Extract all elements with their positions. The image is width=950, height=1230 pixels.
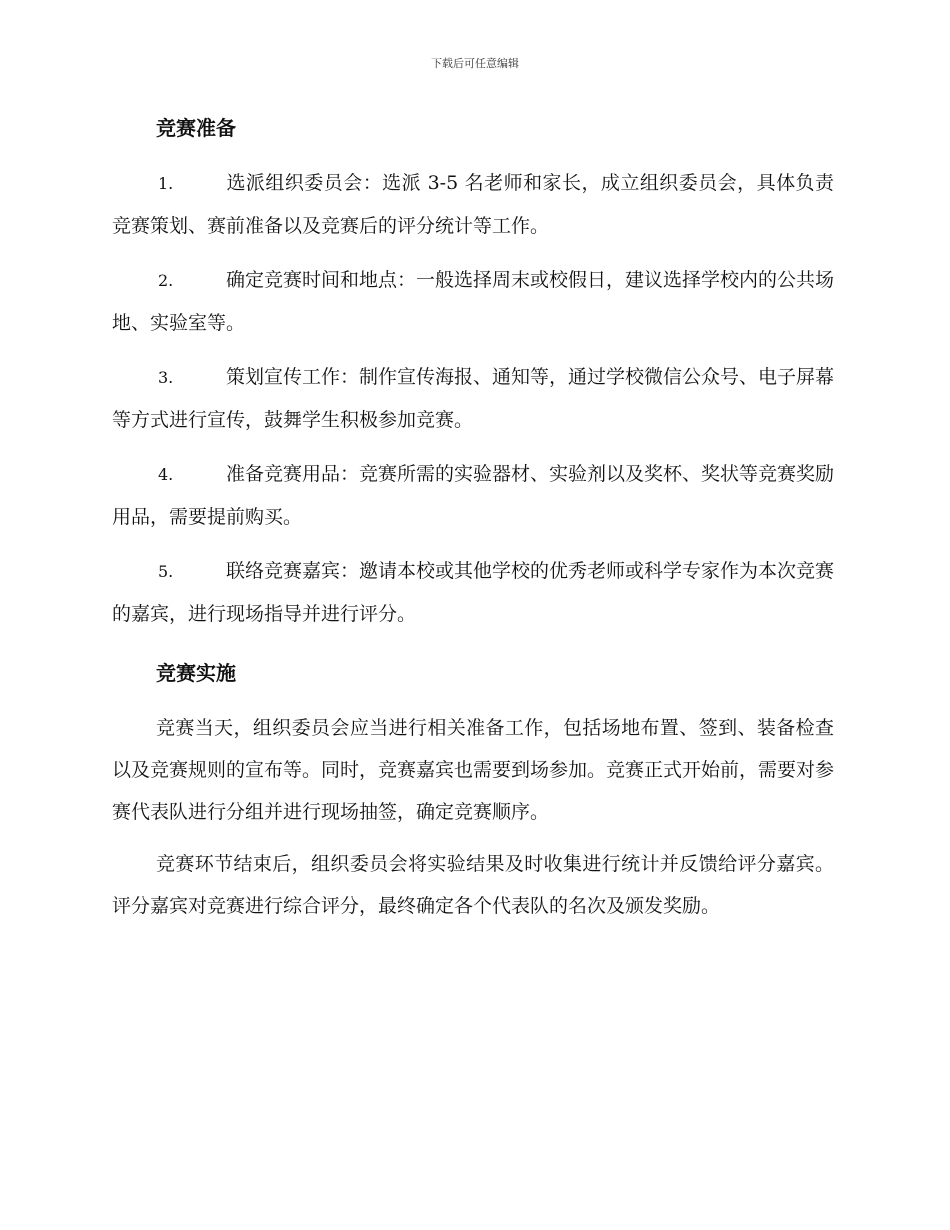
list-item <box>112 550 834 635</box>
list-item-number: 5. <box>158 562 174 581</box>
list-item-number: 4. <box>158 465 174 484</box>
header-note: 下载后可任意编辑 <box>431 57 519 70</box>
list-item-text: 准备竞赛用品：竞赛所需的实验器材、实验剂以及奖杯、奖状等竞赛奖励用品，需要提前购买。 <box>112 463 835 528</box>
list-item <box>112 356 834 441</box>
list-item <box>112 162 834 247</box>
list-item-number: 2. <box>158 271 174 290</box>
paragraph: 竞赛当天，组织委员会应当进行相关准备工作，包括场地布置、签到、装备检查以及竞赛规则的宣布等。同时，竞赛嘉宾也需要到场参加。竞赛正式开始前，需要对参赛代表队进行分组并进行现场抽签，确定竞赛顺序。 <box>112 717 835 823</box>
list-item-number: 3. <box>158 368 174 387</box>
list-item-text: 确定竞赛时间和地点：一般选择周末或校假日，建议选择学校内的公共场地、实验室等。 <box>112 269 835 334</box>
document-body <box>112 108 834 937</box>
paragraph: 竞赛环节结束后，组织委员会将实验结果及时收集进行统计并反馈给评分嘉宾。评分嘉宾对竞赛进行综合评分，最终确定各个代表队的名次及颁发奖励。 <box>112 853 834 917</box>
list-item-text: 联络竞赛嘉宾：邀请本校或其他学校的优秀老师或科学专家作为本次竞赛的嘉宾，进行现场指导并进行评分。 <box>112 560 835 625</box>
section-heading-preparation: 竞赛准备 <box>156 116 236 140</box>
list-item-number: 1. <box>158 174 174 193</box>
list-item-text: 策划宣传工作：制作宣传海报、通知等，通过学校微信公众号、电子屏幕等方式进行宣传，鼓舞学生积极参加竞赛。 <box>112 366 835 431</box>
list-item <box>112 259 834 344</box>
section-heading-implementation: 竞赛实施 <box>156 661 236 685</box>
list-item <box>112 453 834 538</box>
list-item-text: 选派组织委员会：选派 3-5 名老师和家长，成立组织委员会，具体负责竞赛策划、赛前准备以及竞赛后的评分统计等工作。 <box>112 172 834 237</box>
